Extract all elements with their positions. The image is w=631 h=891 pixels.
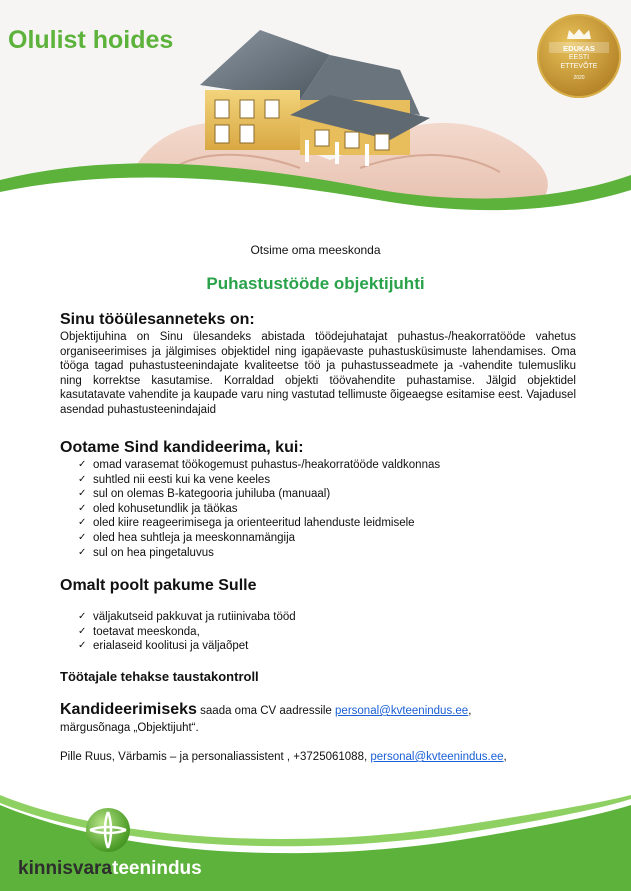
apply-section xyxy=(60,701,580,737)
tasks-text: Objektijuhina on Sinu ülesandeks abistada töödejuhatajat puhastus-/heakorratööde vahetus organiseerimises ja jälgimises objektidel ning igapäevaste puhastusküsimuste lahendamises. Oma tööga tagad puhastusteenindajate kvaliteetse töö ja puhastusseadmete ja -vahendite tulemusliku ning korrektse kasutamise. Korraldad objekti töövahendite puhastamise. Jälgid objektidel kasutatavate vahendite ja kaupade varu ning vastutad tellimuste õigeaegse esitamise eest. Vajadusel asendad puhastusteenindajaid xyxy=(60,331,576,416)
contact-line xyxy=(60,751,507,763)
list-item: ✓ sul on olemas B-kategooria juhiluba (manuaal) xyxy=(60,487,440,502)
offer-list xyxy=(60,610,296,654)
list-item: ✓ oled hea suhtleja ja meeskonnamängija xyxy=(60,531,440,546)
apply-heading: Kandideerimiseks xyxy=(60,701,197,718)
contact-text: Pille Ruus, Värbamis – ja personaliassistent , +3725061088, xyxy=(60,751,371,763)
tasks-heading: Sinu tööülesanneteks on: xyxy=(60,311,255,328)
background-check-note: Töötajale tehakse taustakontroll xyxy=(60,669,259,684)
list-item: ✓ omad varasemat töökogemust puhastus-/heakorratööde valdkonnas xyxy=(60,458,440,473)
badge-line2: EESTI xyxy=(568,54,590,61)
logo-text-dark: kinnisvara xyxy=(18,858,112,879)
list-item: ✓ toetavat meeskonda, xyxy=(60,625,296,640)
intro-text: Otsime oma meeskonda xyxy=(250,243,381,257)
list-item: ✓ väljakutseid pakkuvat ja rutiinivaba tööd xyxy=(60,610,296,625)
logo-cross-icon xyxy=(86,808,130,852)
apply-text: saada oma CV aadressile xyxy=(196,705,336,717)
contact-email-link[interactable]: personal@kvteenindus.ee xyxy=(370,751,504,763)
badge-line3: ETTEVÕTE xyxy=(560,63,598,70)
award-badge xyxy=(537,14,621,98)
list-item: ✓ suhtled nii eesti kui ka vene keeles xyxy=(60,473,440,488)
logo-text-light: teenindus xyxy=(112,858,202,879)
brand-title: Olulist hoides xyxy=(8,26,174,54)
apply-email-link[interactable]: personal@kvteenindus.ee xyxy=(335,705,469,717)
list-item: ✓ oled kiire reageerimisega ja orienteeritud lahenduste leidmisele xyxy=(60,516,440,531)
badge-line1: EDUKAS xyxy=(563,44,595,53)
requirements-heading: Ootame Sind kandideerima, kui: xyxy=(60,439,304,456)
list-item: ✓ erialaseid koolitusi ja väljaõpet xyxy=(60,639,296,654)
hero-banner xyxy=(0,0,631,225)
offer-heading: Omalt poolt pakume Sulle xyxy=(60,577,257,594)
logo-globe-icon xyxy=(86,808,130,852)
company-logo xyxy=(18,858,202,880)
apply-keyword: märgusõnaga „Objektijuht“. xyxy=(60,722,199,734)
contact-suffix: , xyxy=(503,751,507,763)
badge-year: 2020 xyxy=(573,75,585,81)
list-item: ✓ sul on hea pingetaluvus xyxy=(60,546,440,561)
crown-icon xyxy=(566,28,592,40)
requirements-list xyxy=(60,458,440,560)
job-title: Puhastustööde objektijuhti xyxy=(206,274,425,293)
apply-text-suffix: , xyxy=(468,705,472,717)
list-item: ✓ oled kohusetundlik ja täökas xyxy=(60,502,440,517)
